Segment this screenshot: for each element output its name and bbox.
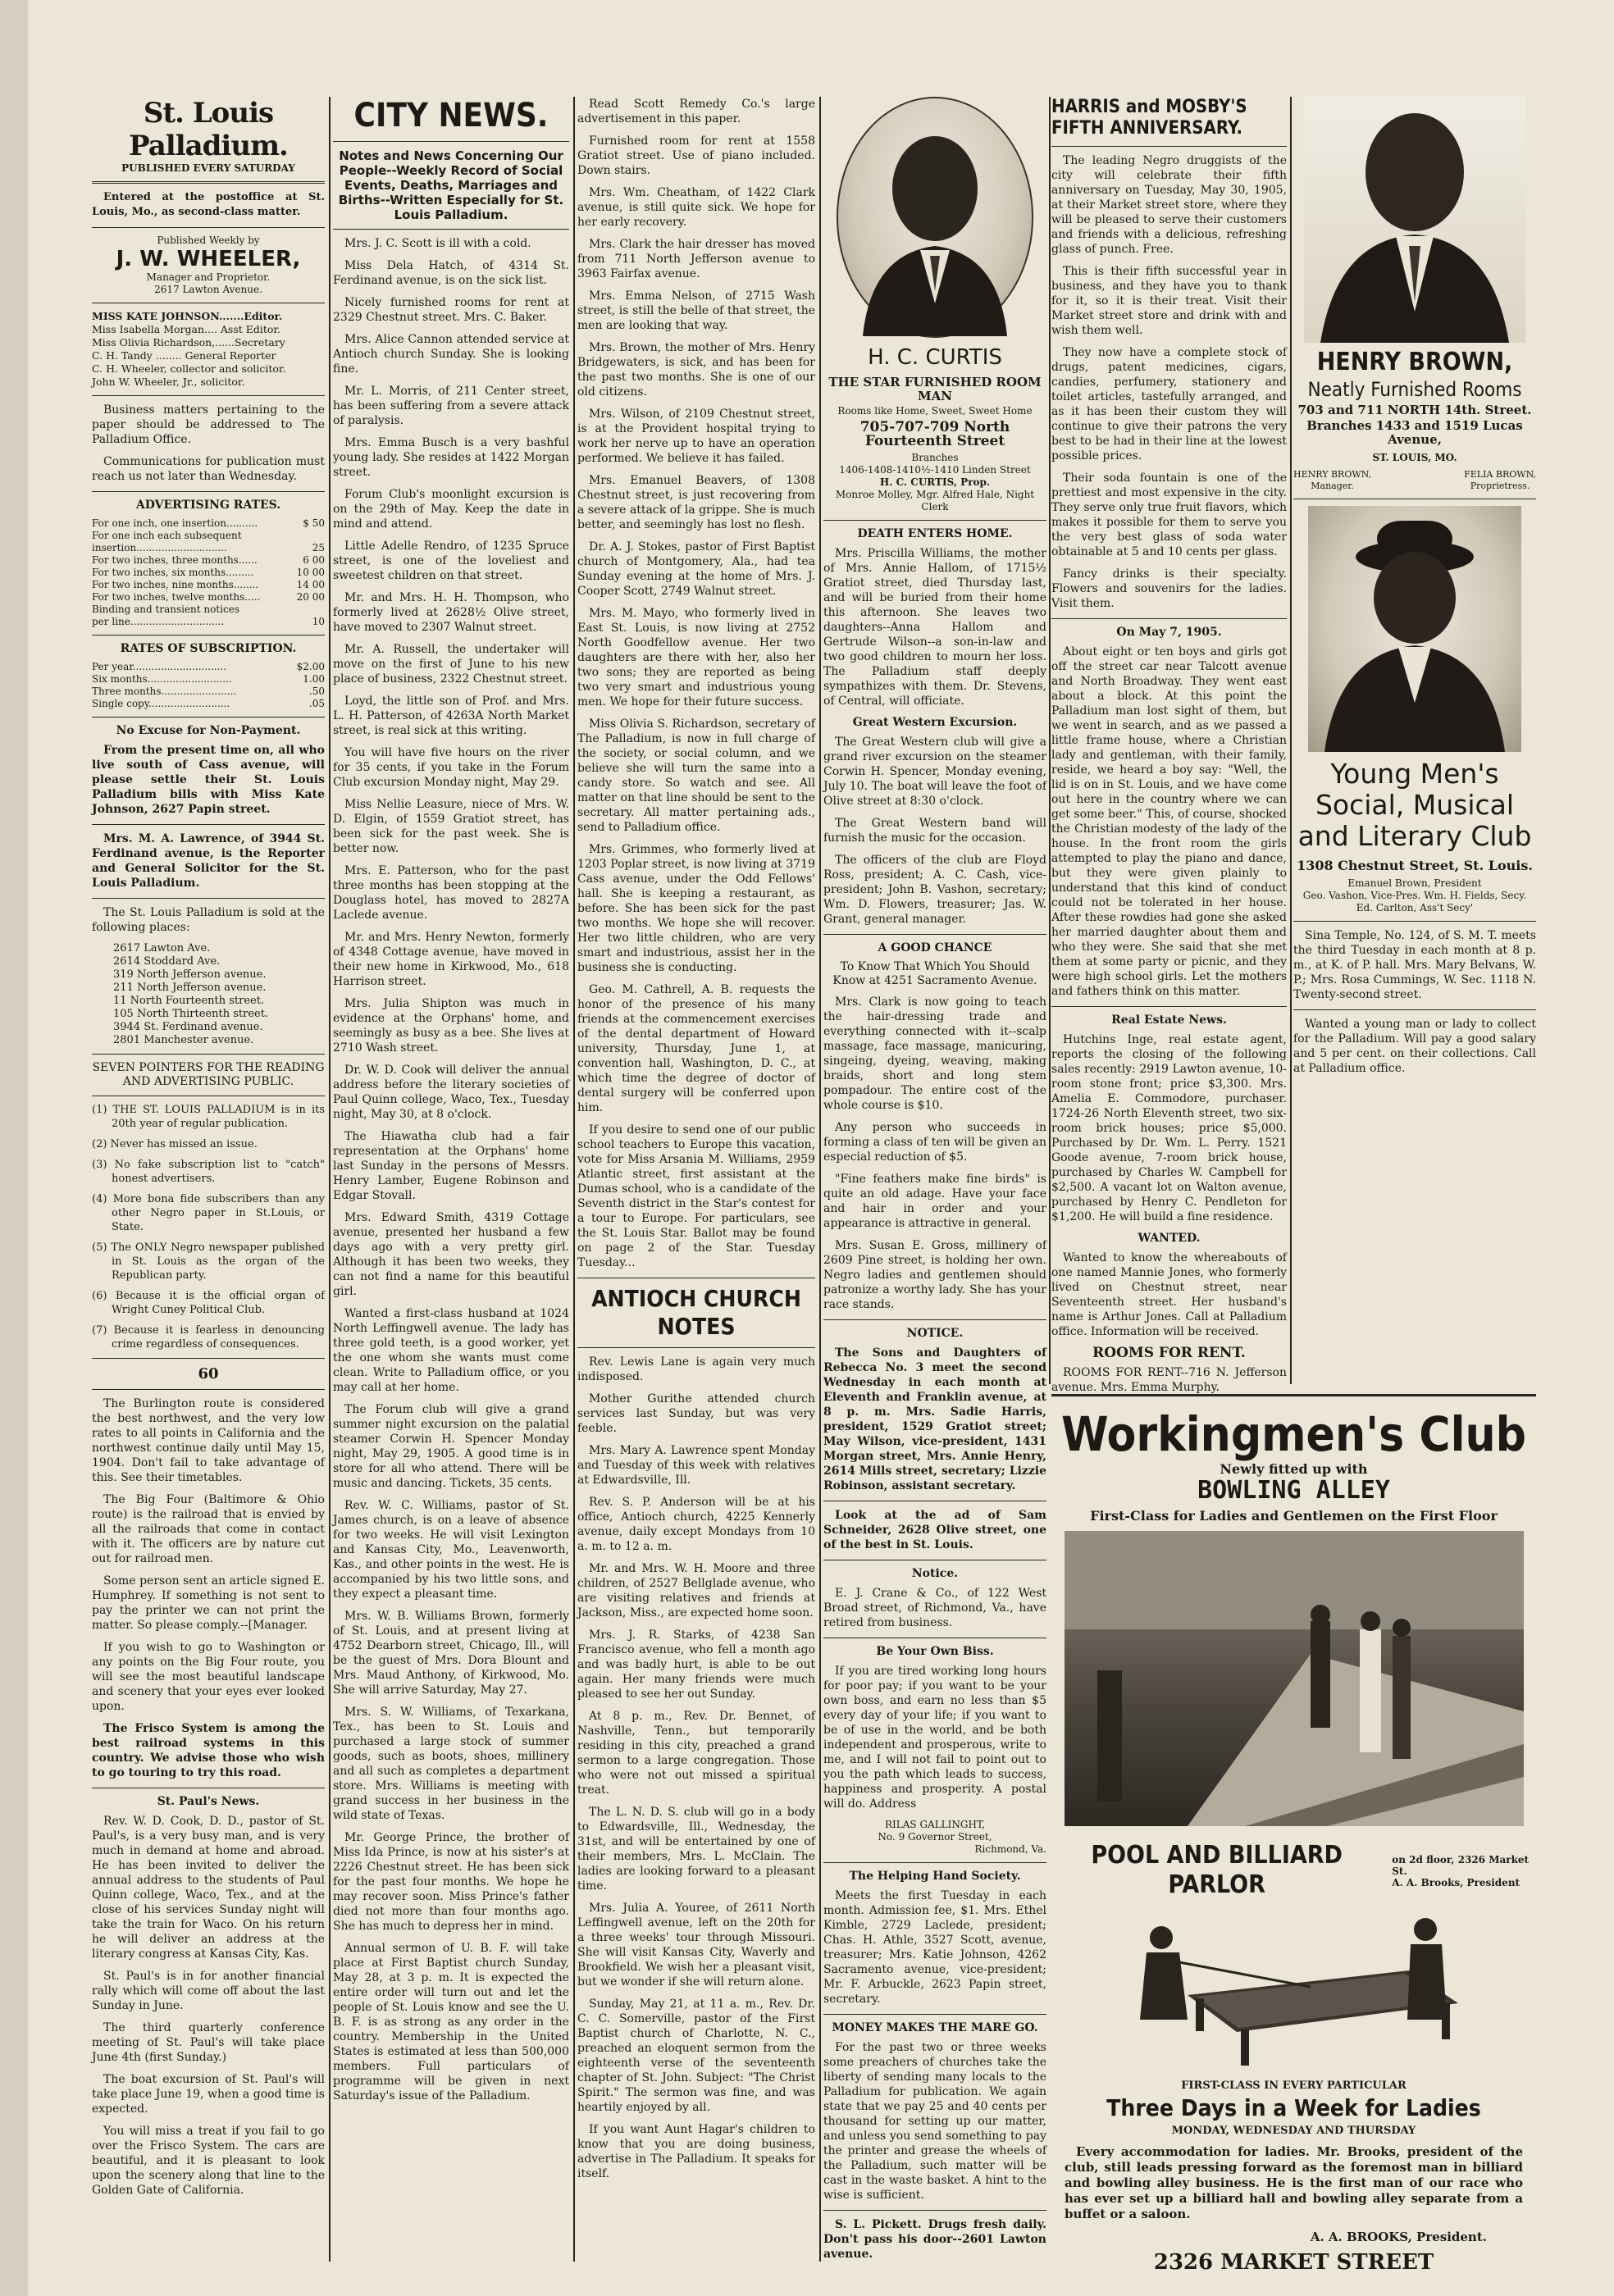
local-item: Mrs. Clark the hair dresser has moved from 711 North Jefferson avenue to 3963 Fairfax avenue. <box>577 238 815 280</box>
notice-text: The Sons and Daughters of Rebecca No. 3 meet the second Wednesday in each month at Eleventh and Franklin avenue, at 8 p. m. Mrs. Sadie Harris, president, 1529 Gratiot street; May Wilson, vice-president, 1431 Morgan street, Mrs. Annie Henry, 2614 Mills street, secretary; Lizzie Robinson, assistant secretary. <box>823 1346 1046 1492</box>
boss-signature: RILAS GALLINGHT, <box>885 1819 985 1830</box>
city-news-item: Miss Dela Hatch, of 4314 St. Ferdinand avenue, is on the sick list. <box>333 259 569 287</box>
workingmens-signature: A. A. BROOKS, President. <box>1310 2230 1487 2244</box>
club-portrait <box>1308 506 1521 752</box>
workingmens-tag: First-Class for Ladies and Gentlemen on the First Floor <box>1090 1508 1498 1524</box>
rate-label: per line.............................. <box>92 616 225 627</box>
subscription-rates-heading: RATES OF SUBSCRIPTION. <box>120 642 297 655</box>
city-news-item: Forum Club's moonlight excursion is on the 29th of May. Keep the date in mind and attend. <box>333 488 569 531</box>
rate-label: Single copy.......................... <box>92 698 230 709</box>
pool-president: A. A. Brooks, President <box>1392 1877 1521 1888</box>
sales-place: 11 North Fourteenth street. <box>113 995 265 1007</box>
rate-value: 10 00 <box>296 567 325 578</box>
burlington-notice: The Burlington route is considered the best northwest, and the very low rates to all points in California and the northwest continue daily until May 15, 1904. Don't fail to take advantage of this. See their timetables. <box>92 1397 325 1484</box>
curtis-prop: H. C. CURTIS, Prop. <box>879 476 991 488</box>
rate-row <box>92 686 325 698</box>
publisher-name: J. W. WHEELER, <box>116 247 301 271</box>
rate-value: .05 <box>308 698 325 709</box>
rate-value: 1.00 <box>303 673 325 685</box>
rate-row <box>92 604 325 616</box>
curtis-portrait <box>837 97 1033 338</box>
city-news-item: Annual sermon of U. B. F. will take place at First Baptist church Sunday, May 28, at 3 p. m. It is expected the entire order will turn out and let the people of St. Louis know and see the U. B. F. is as strong as any order in the country. Membership in the United States is estimated at less than 500,000 members. Full particulars of programme will be given in next Saturday's issue of the Palladium. <box>333 1942 569 2102</box>
curtis-mgr: Monroe Molley, Mgr. Alfred Hale, Night Clerk <box>835 489 1035 512</box>
harris-text: This is their fifth successful year in business, and they have you to thank for it, so it is their treat. Visit their Market street store and drink with and wish them well. <box>1051 265 1287 337</box>
city-news-item: Nicely furnished rooms for rent at 2329 Chestnut street. Mrs. C. Baker. <box>333 296 569 324</box>
sales-place: 2617 Lawton Ave. <box>113 942 211 954</box>
city-news-item: Mrs. Edward Smith, 4319 Cottage avenue, presented her husband a few days ago with a very pretty girl. Although it has been two weeks, they can not find a name for this beautiful girl. <box>333 1211 569 1298</box>
antioch-item: The L. N. D. S. club will go in a body to Edwardsville, Ill., Wednesday, the 31st, and will be entertained by one of their members, Mrs. L. McClain. The ladies are looking forward to a pleasant time. <box>577 1806 815 1893</box>
curtis-branches: Branches <box>911 452 959 463</box>
chance-heading: A GOOD CHANCE <box>878 941 992 954</box>
pointer-item: (1) THE ST. LOUIS PALLADIUM is in its 20th year of regular publication. <box>92 1104 325 1130</box>
rate-label: For two inches, three months...... <box>92 554 258 566</box>
column-rule <box>1290 97 1292 1384</box>
rate-row <box>92 554 325 567</box>
sales-place: 2614 Stoddard Ave. <box>113 955 221 968</box>
masthead-title: St. Louis Palladium. <box>129 97 288 162</box>
column-5 <box>1051 97 1287 1394</box>
city-news-item: Mrs. Emma Busch is a very bashful young lady. She resides at 1422 Morgan street. <box>333 436 569 479</box>
city-news-item: Mr. A. Russell, the undertaker will move on the first of June to his new place of business, 2322 Chestnut street. <box>333 643 569 686</box>
local-item: Geo. M. Cathrell, A. B. requests the honor of the presence of his many friends at the commencement exercises of the dental department of Howard university, Thursday, June 1, at convention hall, Washington, D. C., at which time the degree of doctor of dental surgery will be conferred upon him. <box>577 983 815 1114</box>
brown-prop-name: FELIA BROWN, <box>1464 469 1536 480</box>
rate-value <box>291 530 325 542</box>
nonpayment-text: From the present time on, all who live south of Cass avenue, will please settle their St. Louis Palladium bills with Miss Kate Johnson, 2627 Papin street. <box>92 744 325 816</box>
rate-value: 6 00 <box>303 554 325 566</box>
bigfour-notice: The Big Four (Baltimore & Ohio route) is the railroad that is envied by all the railroads that come in contact with it. The officers are by nature cut out for railroad men. <box>92 1493 325 1565</box>
nonpayment-heading: No Excuse for Non-Payment. <box>116 724 301 737</box>
wanted-heading: WANTED. <box>1138 1232 1201 1245</box>
western-text: The officers of the club are Floyd Ross, president; A. C. Cash, vice-president; John B. Vashon, secretary; Wm. D. Flowers, treasurer; Jas. W. Grant, general manager. <box>823 854 1046 926</box>
boss-text: If you are tired working long hours for poor pay; if you want to be your own boss, and earn no less than $5 every day of your life; if you want to be of use in the world, and be both independent and prosperous, write to me, and I will not fail to point out to you the path which leads to success, happiness and prosperity. A postal will do. Address <box>823 1665 1046 1811</box>
antioch-heading: ANTIOCH CHURCH NOTES <box>591 1285 801 1340</box>
local-item: Mrs. Grimmes, who formerly lived at 1203 Poplar street, is now living at 3719 Cass avenue, under the Odd Fellows' hall. She is keeping a restaurant, as before. She has been sick for the past two months. We hope she will recover. Her two little children, who are very smart and industrious, assist her in the business she is conducting. <box>577 843 815 974</box>
sina-notice: Sina Temple, No. 124, of S. M. T. meets the third Tuesday in each month at 8 p. m., at K. of P. hall. Mrs. Mary Belvans, W. P.; Mrs. Rosa Cummings, W. Sec. 1118 N. Twenty-second street. <box>1293 929 1536 1001</box>
publisher-title: Manager and Proprietor. <box>146 271 271 283</box>
portrait-figure-icon <box>838 98 1032 336</box>
stpauls-item: You will miss a treat if you fail to go over the Frisco System. The cars are beautiful, and it is pleasant to look upon the scenery along that line to the Golden Gate of California. <box>92 2125 325 2197</box>
pointer-item: (6) Because it is the official organ of Wright Cuney Political Club. <box>92 1290 325 1316</box>
brown-prop-title: Proprietress. <box>1470 481 1530 491</box>
wanted-collector: Wanted a young man or lady to collect for the Palladium. Will pay a good salary and 5 per cent. on their collections. Call at Palladium office. <box>1293 1018 1536 1075</box>
column-3 <box>577 97 815 2189</box>
city-news-item: Rev. W. C. Williams, pastor of St. James church, is on a leave of absence for two weeks. He will visit Lexington and Kansas City, Mo., Leavenworth, Kas., and other points in the west. He is accompanied by his two little sons, and they expect a pleasant time. <box>333 1499 569 1601</box>
rate-label: Per year.............................. <box>92 661 227 672</box>
pickett-notice: S. L. Pickett. Drugs fresh daily. Don't pass his door--2601 Lawton avenue. <box>823 2218 1046 2261</box>
portrait-figure-icon <box>1308 506 1521 752</box>
may7-text: About eight or ten boys and girls got off the street car near Talcott avenue and North Broadway. They went east about a block. At this point the Palladium man lost sight of them, but we went in search, and as we passed a little frame house, where a Christian lady and gentleman, with their family, reside, we heard a boy say: "Well, the lid is on in St. Louis, and we have come out here in the country where we can get some beer." This, of course, shocked the Christian modesty of the lady of the house. In the front room the girls attempted to play the piano and dance, but they were given plainly to understand that this kind of conduct could not be tolerated in her house. After these rowdies had gone she asked her married daughter about them and who they were. She said that she met them at some party or picnic, and they were high school girls. Let the mothers and fathers think on this matter. <box>1051 645 1287 998</box>
advertising-rates-table <box>92 517 325 628</box>
rate-value: $2.00 <box>296 661 325 672</box>
antioch-item: Mrs. Julia A. Youree, of 2611 North Leffingwell avenue, left on the 20th for a three weeks' tour through Missouri. She will visit Kansas City, Waverly and Brookfield. We wish her a pleasant visit, but we wonder if she will return alone. <box>577 1902 815 1988</box>
schneider-notice: Look at the ad of Sam Schneider, 2628 Olive street, one of the best in St. Louis. <box>823 1509 1046 1551</box>
local-item: Mrs. Emma Nelson, of 2715 Wash street, is still the belle of that street, the men are looking that way. <box>577 289 815 332</box>
city-news-item: Mr. and Mrs. H. H. Thompson, who formerly lived at 2628½ Olive street, have moved to 2307 Walnut street. <box>333 591 569 634</box>
brown-name: HENRY BROWN, <box>1316 348 1513 376</box>
rate-label: For one inch each subsequent <box>92 530 242 541</box>
realestate-heading: Real Estate News. <box>1111 1014 1227 1027</box>
column-2 <box>333 97 569 2111</box>
seven-pointers-heading: SEVEN POINTERS FOR THE READING AND ADVERTISING PUBLIC. <box>92 1061 325 1088</box>
chance-text: Any person who succeeds in forming a class of ten will be given an especial reduction of $5. <box>823 1121 1046 1164</box>
local-item: Mrs. Wm. Cheatham, of 1422 Clark avenue, is still quite sick. We hope for her early recovery. <box>577 186 815 229</box>
helping-text: Meets the first Tuesday in each month. Admission fee, $1. Mrs. Ethel Kimble, 2729 Laclede, president; Chas. H. Athle, 3527 Scott, avenue, treasurer; Mrs. Katie Johnson, 4262 Sacramento avenue, vice-president; Mr. F. Arbuckle, 2623 Papin street, secretary. <box>823 1889 1046 2006</box>
boss-signature: No. 9 Governor Street, <box>878 1831 992 1843</box>
may7-heading: On May 7, 1905. <box>1116 626 1222 639</box>
staff-line: Miss Isabella Morgan.... Asst Editor. <box>92 323 280 335</box>
communications-notice: Communications for publication must reach us not later than Wednesday. <box>92 455 325 483</box>
city-news-items <box>333 236 569 2103</box>
sold-intro: The St. Louis Palladium is sold at the following places: <box>92 906 325 934</box>
money-text: For the past two or three weeks some preachers of churches take the liberty of sending many locals to the Palladium for publication. We again state that we pay 25 and 40 cents per thousand for setting up our matter, and unless you send something to pay the printer and grease the wheels of the Palladium, such matter will be cast in the waste basket. A hint to the wise is sufficient. <box>823 2041 1046 2202</box>
local-item: If you desire to send one of our public school teachers to Europe this vacation, vote for Miss Arsania M. Williams, 2959 Atlantic street, first assistant at the Dumas school, who is a candidate of the Seventh district in the Star's contest for a tour to Europe. For particulars, see the St. Louis Star. Ballot may be found on page 2 of the Star. Tuesday Tuesday... <box>577 1123 815 1269</box>
first-class-line: FIRST-CLASS IN EVERY PARTICULAR <box>1181 2080 1407 2092</box>
club-asst: Ed. Carlton, Ass't Secy' <box>1356 902 1474 913</box>
western-text: The Great Western club will give a grand river excursion on the steamer Corwin H. Spencer, Monday evening, July 10. The boat will leave the foot of Olive street at 8:30 o'clock. <box>823 736 1046 808</box>
antioch-item: Mother Gurithe attended church services last Sunday, but was very feeble. <box>577 1392 815 1435</box>
brown-branches: Branches 1433 and 1519 Lucas Avenue, <box>1306 418 1523 447</box>
harris-text: The leading Negro druggists of the city will celebrate their fifth anniversary on Tuesday, May 30, 1905, at their Market street store, where they will be pleased to serve their customers and friends with a delicious, refreshing glass of punch. Free. <box>1051 154 1287 256</box>
antioch-item: Mr. and Mrs. W. H. Moore and three children, of 2527 Bellglade avenue, who are visiting relatives and friends at Jackson, Miss., are expected home soon. <box>577 1562 815 1620</box>
rate-row <box>92 579 325 591</box>
local-item: Mrs. Emanuel Beavers, of 1308 Chestnut street, is just recovering from a severe attack of la grippe. She is much better, and seemingly has lost no flesh. <box>577 474 815 531</box>
city-news-item: Mr. and Mrs. Henry Newton, formerly of 4348 Cottage avenue, have moved in their new home in Kirkwood, Mo., 618 Harrison street. <box>333 931 569 988</box>
pointer-item: (4) More bona fide subscribers than any other Negro paper in St.Louis, or State. <box>92 1193 325 1233</box>
staff-line: Miss Olivia Richardson,......Secretary <box>92 336 285 348</box>
publisher-address: 2617 Lawton Avenue. <box>154 284 262 295</box>
rate-label: Three months........................ <box>92 686 237 697</box>
harris-heading: HARRIS and MOSBY'S FIFTH ANNIVERSARY. <box>1051 97 1247 139</box>
staff-list <box>92 310 325 389</box>
harris-text: Their soda fountain is one of the prettiest and most expensive in the city. They serve only true fruit flavors, which makes it possible for them to serve you the very best glass of soda water obtainable at 5 and 10 cents per glass. <box>1051 472 1287 558</box>
local-item: Miss Olivia S. Richardson, secretary of The Palladium, is now in full charge of the society, or social column, and we believe she will turn the same into a candy store. So watch and see. All matter on that line should be sent to the secretary. All matter pertaining ads., send to Palladium office. <box>577 718 815 834</box>
city-news-item: Mrs. Alice Cannon attended service at Antioch church Sunday. She is looking fine. <box>333 333 569 376</box>
rate-label: Binding and transient notices <box>92 604 240 615</box>
brown-address: 703 and 711 NORTH 14th. Street. <box>1297 403 1532 417</box>
realestate-text: Hutchins Inge, real estate agent, reports the closing of the following sales recently: 2919 Lawton avenue, 10-room stone front; price $3,300. Mrs. Amelia E. Commodore, purchaser. 1724-26 North Eleventh street, two six-room brick houses; price $5,000. Purchased by Dr. Wm. L. Perry. 1521 Goode avenue, 7-room brick house, purchased by Charles W. Campbell for $2,500. A vacant lot on Walton avenue, purchased by Henry C. Pendleton for $1,200. He will build a fine residence. <box>1051 1033 1287 1223</box>
column-rule <box>329 97 331 2262</box>
local-item: Read Scott Remedy Co.'s large advertisement in this paper. <box>577 98 815 125</box>
masthead-published: PUBLISHED EVERY SATURDAY <box>121 162 295 174</box>
workingmens-body: Every accommodation for ladies. Mr. Brooks, president of the club, still leads pressing forward as the foremost man in billiard and bowling alley business. He is the first man of our race who has ever set up a billiard hall and bowling alley separate from a buffet or a saloon. <box>1065 2144 1523 2221</box>
staff-line: C. H. Wheeler, collector and solicitor. <box>92 362 286 375</box>
billiard-table-icon <box>1065 1905 1524 2069</box>
sales-place: 3944 St. Ferdinand avenue. <box>113 1021 263 1033</box>
city-news-item: Mr. George Prince, the brother of Miss Ida Prince, is now at his sister's at 2226 Chestnut street. He has been sick for the past four months. We hope he may recover soon. Miss Prince's father died not more than four months ago. She has much to depress her in mind. <box>333 1831 569 1933</box>
column-rule <box>1049 97 1051 1384</box>
pointer-item: (5) The ONLY Negro newspaper published in St. Louis as the organ of the Republican party. <box>92 1241 325 1282</box>
billiard-illustration <box>1065 1905 1524 2069</box>
column-rule <box>573 97 575 2262</box>
rate-label: Six months........................... <box>92 673 232 685</box>
staff-line: MISS KATE JOHNSON.......Editor. <box>92 310 283 322</box>
chance-text: Mrs. Clark is now going to teach the hair-dressing trade and everything connected with it--scalp massage, face massage, manicuring, singeing, dyeing, weaving, making braids, short and long stem pompadour. The entire cost of the whole course is $10. <box>823 995 1046 1112</box>
staff-line: John W. Wheeler, Jr., solicitor. <box>92 376 245 388</box>
frisco-notice: The Frisco System is among the best railroad systems in this country. We advise those who wish to go touring to try this road. <box>92 1722 325 1779</box>
advertising-rates-heading: ADVERTISING RATES. <box>135 499 281 512</box>
city-news-item: Miss Nellie Leasure, niece of Mrs. W. D. Elgin, of 1559 Gratiot street, has been sick for the past week. She is better now. <box>333 798 569 855</box>
sales-place: 2801 Manchester avenue. <box>113 1034 254 1046</box>
city-news-item: Dr. W. D. Cook will deliver the annual address before the literary societies of Paul Quinn college, Waco, Tex., Tuesday night, May 30, at 8 o'clock. <box>333 1064 569 1121</box>
western-text: The Great Western band will furnish the music for the occasion. <box>823 817 1046 845</box>
humphrey-notice: Some person sent an article signed E. Humphrey. If something is not sent to pay the printer we can not print the matter. So please comply.--[Manager. <box>92 1574 325 1632</box>
city-news-heading: CITY NEWS. <box>353 97 549 134</box>
entered-notice: Entered at the postoffice at St. Louis, Mo., as second-class matter. <box>92 191 325 218</box>
stpauls-item: Rev. W. D. Cook, D. D., pastor of St. Paul's, is a very busy man, and is very much in demand at home and abroad. He has been invited to deliver the annual address to the students of Paul Quinn college, Waco, Tex., and at the close of his services Sunday night will take the train for Waco. On his return he will deliver an address at the literary congress at Kansas City, Kas. <box>92 1815 325 1961</box>
workingmens-club-ad <box>1051 1394 1536 2275</box>
antioch-item: Sunday, May 21, at 11 a. m., Rev. Dr. C. C. Somerville, pastor of the First Baptist church of Charlotte, N. C., preached an eloquent sermon from the eighteenth verse of the seventeenth chapter of St. John. Subject: "The Christ Spirit." The sermon was fine, and was heartily enjoyed by all. <box>577 1998 815 2114</box>
antioch-item: If you want Aunt Hagar's children to know that you are doing business, advertise in The Palladium. It speaks for itself. <box>577 2123 815 2180</box>
antioch-items <box>577 1355 815 2181</box>
antioch-item: Rev. S. P. Anderson will be at his office, Antioch church, 4225 Kennerly avenue, daily except Mondays from 10 a. m. to 12 a. m. <box>577 1496 815 1553</box>
brown-mgr-title: Manager. <box>1311 481 1354 491</box>
chance-subheading: To Know That Which You Should Know at 4251 Sacramento Avenue. <box>832 960 1037 987</box>
brown-mgr-name: HENRY BROWN, <box>1293 469 1372 480</box>
rate-row <box>92 567 325 579</box>
seven-pointers-list <box>92 1103 325 1351</box>
local-item: Mrs. Brown, the mother of Mrs. Henry Bridgewaters, is sick, and has been for the past two months. She is one of our old citizens. <box>577 341 815 399</box>
rate-row <box>92 517 325 530</box>
city-news-item: Mr. L. Morris, of 211 Center street, has been suffering from a severe attack of paralysis. <box>333 385 569 427</box>
rate-row <box>92 530 325 542</box>
rate-value: 20 00 <box>296 591 325 603</box>
curtis-name: H. C. CURTIS <box>868 345 1002 370</box>
pool-line <box>1051 1841 1536 1900</box>
harris-text: They now have a complete stock of drugs, patent medicines, cigars, candies, perfumery, stationery and toilet articles, tastefully arranged, and as it has been their custom they will continue to give their patrons the very best to be had in their line at the lowest possible prices. <box>1051 346 1287 462</box>
rate-row <box>92 591 325 604</box>
workingmens-title: Workingmen's Club <box>1061 1406 1526 1462</box>
page-folio: 60 <box>198 1365 219 1383</box>
brown-tag: Neatly Furnished Rooms <box>1307 378 1522 401</box>
brown-portrait <box>1304 97 1525 343</box>
stpauls-item: The boat excursion of St. Paul's will take place June 19, when a good time is expected. <box>92 2073 325 2116</box>
curtis-slogan: Rooms like Home, Sweet, Sweet Home <box>837 405 1033 417</box>
column-1 <box>92 97 325 2205</box>
rate-value: 25 <box>312 542 325 554</box>
local-item: Mrs. Wilson, of 2109 Chestnut street, is at the Provident hospital trying to work her nerve up to have an operation performed. We believe it has failed. <box>577 408 815 465</box>
notice2-text: E. J. Crane & Co., of 122 West Broad street, of Richmond, Va., have retired from business. <box>823 1587 1046 1629</box>
stpauls-item: St. Paul's is in for another financial rally which will come off about the last Sunday in June. <box>92 1970 325 2012</box>
city-news-item: Mrs. Julia Shipton was much in evidence at the Orphans' home, and seemingly as busy as a bee. She lives at 2710 Wash street. <box>333 997 569 1055</box>
local-item: Dr. A. J. Stokes, pastor of First Baptist church of Montgomery, Ala., had tea Sunday evening at the home of Mrs. J. Cooper Scott, 2749 Walnut street. <box>577 540 815 598</box>
rate-value: .50 <box>308 686 325 697</box>
days-line: MONDAY, WEDNESDAY AND THURSDAY <box>1171 2125 1416 2137</box>
club-address: 1308 Chestnut Street, St. Louis. <box>1297 858 1533 873</box>
money-heading: MONEY MAKES THE MARE GO. <box>832 2021 1038 2034</box>
rate-row <box>92 542 325 554</box>
chance-text: Mrs. Susan E. Gross, millinery of 2609 Pine street, is holding her own. Negro ladies and gentlemen should patronize a worthy lady. She has your race stands. <box>823 1239 1046 1311</box>
city-news-item: Mrs. S. W. Williams, of Texarkana, Tex., has been to St. Louis and purchased a large stock of summer goods, such as boots, shoes, millinery and all such as completes a department store. Mrs. Williams is meeting with grand success in her business in the wild state of Texas. <box>333 1706 569 1822</box>
pointer-item: (2) Never has missed an issue. <box>92 1138 258 1150</box>
rate-value: 14 00 <box>296 579 325 590</box>
lawrence-notice: Mrs. M. A. Lawrence, of 3944 St. Ferdinand avenue, is the Reporter and General Solicitor for the St. Louis Palladium. <box>92 832 325 890</box>
local-items <box>577 97 815 1270</box>
boss-signature: Richmond, Va. <box>974 1843 1046 1855</box>
stpauls-heading: St. Paul's News. <box>157 1795 260 1808</box>
bowling-alley-photo <box>1065 1531 1524 1826</box>
helping-heading: The Helping Hand Society. <box>849 1870 1021 1883</box>
sales-places <box>92 942 325 1047</box>
city-news-item: Mrs. W. B. Williams Brown, formerly of St. Louis, and at present living at 4752 Dearborn street, Chicago, Ill., will be the guest of Mrs. Dora Blount and Mrs. Maud Anthony, of Kirkwood, Mo. She will arrive Saturday, May 27. <box>333 1610 569 1697</box>
harris-text: Fancy drinks is their specialty. Flowers and souvenirs for the ladies. Visit them. <box>1051 567 1287 610</box>
death-heading: DEATH ENTERS HOME. <box>857 527 1013 540</box>
rooms-heading: ROOMS FOR RENT. <box>1092 1345 1246 1361</box>
bowling-alley-icon <box>1065 1531 1524 1826</box>
workingmens-sub: Newly fitted up with <box>1220 1461 1368 1477</box>
sales-place: 319 North Jefferson avenue. <box>113 968 267 981</box>
curtis-branch-address: 1406-1408-1410½-1410 Linden Street <box>839 464 1031 476</box>
published-by: Published Weekly by <box>157 235 260 246</box>
boss-heading: Be Your Own Biss. <box>876 1645 994 1658</box>
rate-row <box>92 673 325 686</box>
death-text: Mrs. Priscilla Williams, the mother of Mrs. Annie Hallom, of 1715½ Gratiot street, died Thursday last, and will be buried from their home this afternoon. She leaves two daughters--Anna Hallom and Gertrude Wilson--a son-in-law and two good children to mourn her loss. The Palladium staff deeply sympathizes with them. Dr. Stevens, of Central, will officiate. <box>823 547 1046 708</box>
city-news-item: The Forum club will give a grand summer night excursion on the palatial steamer Corwin H. Spencer Monday night, May 29, 1905. A good time is in store for all who attend. There will be music and dancing. Tickets, 35 cents. <box>333 1403 569 1490</box>
workingmens-alley: BOWLING ALLEY <box>1197 1476 1390 1505</box>
rate-label: For two inches, six months......... <box>92 567 254 578</box>
rate-row <box>92 698 325 710</box>
rate-label: insertion............................. <box>92 542 227 554</box>
pool-address: on 2d floor, 2326 Market St. <box>1392 1854 1530 1877</box>
antioch-item: Mrs. J. R. Starks, of 4238 San Francisco avenue, who fell a month ago and was badly hurt, is able to be out again. Her many friends were much pleased to see her out Sunday. <box>577 1629 815 1701</box>
subscription-rates-table <box>92 661 325 710</box>
portrait-figure-icon <box>1304 97 1525 343</box>
brown-city: ST. LOUIS, MO. <box>1372 452 1457 463</box>
city-news-item: You will have five hours on the river for 35 cents, if you take in the Forum Club excursion Monday night, May 29. <box>333 746 569 789</box>
city-news-item: Mrs. E. Patterson, who for the past three months has been stopping at the Douglass hotel, has moved to 2827A Laclede avenue. <box>333 864 569 922</box>
rooms-text: ROOMS FOR RENT--716 N. Jefferson avenue. Mrs. Emma Murphy. <box>1051 1366 1287 1394</box>
local-item: Mrs. M. Mayo, who formerly lived in East St. Louis, is now living at 2752 North Goodfellow avenue. Her two daughters are there with her, also her two sons; they are reported as being two very smart and industrious young men. We hope for their future success. <box>577 607 815 708</box>
city-news-subheading: Notes and News Concerning Our People--Weekly Record of Social Events, Deaths, Marriages and Births--Written Especially for St. Louis Palladium. <box>338 148 564 222</box>
brown-officers <box>1293 469 1536 492</box>
curtis-address: 705-707-709 North Fourteenth Street <box>859 419 1010 449</box>
rate-label: For two inches, twelve months..... <box>92 591 261 603</box>
pointer-item: (3) No fake subscription list to "catch" honest advertisers. <box>92 1159 325 1185</box>
antioch-item: Mrs. Mary A. Lawrence spent Monday and Tuesday of this week with relatives at Edwardsville, Ill. <box>577 1444 815 1487</box>
city-news-item: Wanted a first-class husband at 1024 North Leffingwell avenue. The lady has three gold teeth, is a good worker, yet the one whom she wants must come clean. Write to Palladium office, or you may call at her home. <box>333 1307 569 1394</box>
washington-notice: If you wish to go to Washington or any points on the Big Four route, you will see the most beautiful landscape and scenery that your eyes ever looked upon. <box>92 1641 325 1713</box>
notice-heading: NOTICE. <box>906 1327 964 1340</box>
city-news-item: The Hiawatha club had a fair representation at the Orphans' home last Sunday in the persons of Messrs. Henry Lamber, Eugene Robinson and Edgar Stovall. <box>333 1130 569 1202</box>
column-rule <box>819 97 821 2262</box>
rate-row <box>92 616 325 628</box>
rate-value: 10 <box>312 616 325 627</box>
antioch-item: At 8 p. m., Rev. Dr. Bennet, of Nashville, Tenn., but temporarily residing in this city, preached a grand sermon to a large congregation. Those who were not out missed a spiritual treat. <box>577 1710 815 1797</box>
three-days-line: Three Days in a Week for Ladies <box>1106 2094 1481 2121</box>
rate-value: $ 50 <box>303 517 325 529</box>
sales-place: 105 North Thirteenth street. <box>113 1008 269 1020</box>
club-president: Emanuel Brown, President <box>1347 877 1482 889</box>
chance-text: "Fine feathers make fine birds" is quite an old adage. Have your face and hair in order and your appearance is attractive in general. <box>823 1173 1046 1230</box>
notice2-heading: Notice. <box>911 1567 959 1580</box>
rate-value <box>291 604 325 616</box>
curtis-tag: THE STAR FURNISHED ROOM MAN <box>828 375 1042 403</box>
pointer-item: (7) Because it is fearless in denouncing crime regardless of consequences. <box>92 1324 325 1351</box>
sales-place: 211 North Jefferson avenue. <box>113 982 267 994</box>
city-news-item: Mrs. J. C. Scott is ill with a cold. <box>344 237 531 250</box>
column-6 <box>1293 97 1536 1384</box>
business-notice: Business matters pertaining to the paper should be addressed to The Palladium Office. <box>92 403 325 446</box>
city-news-item: Loyd, the little son of Prof. and Mrs. L. H. Patterson, of 4263A North Market street, is real sick at this writing. <box>333 695 569 737</box>
city-news-item: Little Adelle Rendro, of 1235 Spruce street, is one of the loveliest and sweetest children on that street. <box>333 540 569 582</box>
pool-heading: POOL AND BILLIARD PARLOR <box>1091 1841 1343 1899</box>
market-street-line: 2326 MARKET STREET <box>1153 2250 1434 2275</box>
wanted-text: Wanted to know the whereabouts of one named Mannie Jones, who formerly lived on Chestnut street, near Seventeenth street. Her husband's name is Arthur Jones. Call at Palladium office. Information will be received. <box>1051 1251 1287 1338</box>
club-officers: Geo. Vashon, Vice-Pres. Wm. H. Fields, Secy. <box>1302 890 1527 901</box>
antioch-item: Rev. Lewis Lane is again very much indisposed. <box>577 1355 815 1383</box>
stpauls-item: The third quarterly conference meeting of St. Paul's will take place June 4th (first Sunday.) <box>92 2021 325 2064</box>
staff-line: C. H. Tandy ........ General Reporter <box>92 349 276 362</box>
club-heading: Young Men's Social, Musical and Literary Club <box>1297 758 1532 852</box>
page-margin <box>0 0 28 2296</box>
rate-label: For two inches, nine months........ <box>92 579 259 590</box>
rate-row <box>92 661 325 673</box>
column-4 <box>823 97 1046 2269</box>
rate-label: For one inch, one insertion.......... <box>92 517 258 529</box>
western-heading: Great Western Excursion. <box>852 716 1018 729</box>
local-item: Furnished room for rent at 1558 Gratiot street. Use of piano included. Down stairs. <box>577 134 815 177</box>
